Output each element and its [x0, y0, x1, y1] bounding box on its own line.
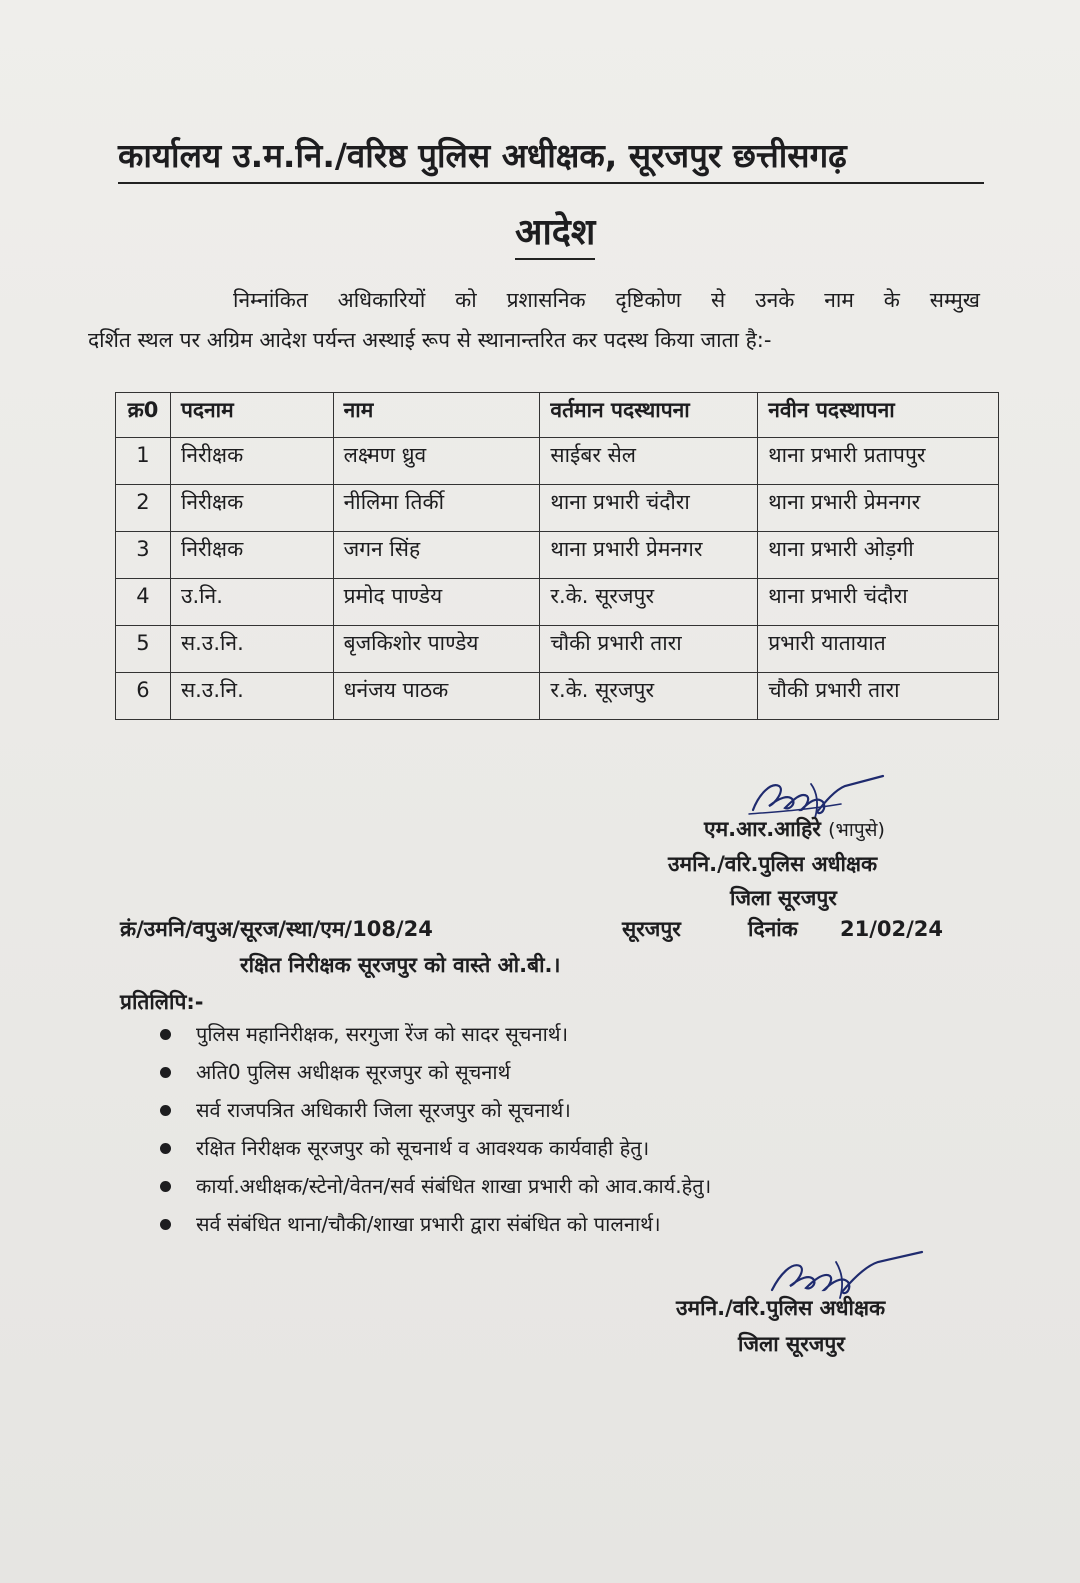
header-name: नाम	[333, 393, 540, 438]
table-row	[116, 673, 999, 720]
bullet-icon	[160, 1219, 171, 1230]
cell-name: धनंजय पाठक	[333, 673, 540, 720]
transfer-table	[115, 392, 999, 720]
order-title: आदेश	[515, 210, 595, 260]
signature-1-block	[668, 812, 968, 915]
cell-serial: 4	[116, 579, 171, 626]
signature-2-block	[676, 1290, 976, 1362]
signatory-name-line	[668, 812, 968, 847]
cell-name: लक्ष्मण ध्रुव	[333, 438, 540, 485]
header-designation: पदनाम	[170, 393, 333, 438]
cell-new-posting: चौकी प्रभारी तारा	[758, 673, 999, 720]
cell-current-posting: थाना प्रभारी प्रेमनगर	[540, 532, 758, 579]
signatory-name: एम.आर.आहिरे	[704, 817, 821, 841]
table-row	[116, 485, 999, 532]
header-current-posting: वर्तमान पदस्थापना	[540, 393, 758, 438]
cell-current-posting: चौकी प्रभारी तारा	[540, 626, 758, 673]
table-row	[116, 626, 999, 673]
header-new-posting: नवीन पदस्थापना	[758, 393, 999, 438]
reference-line	[120, 912, 980, 946]
office-heading: कार्यालय उ.म.नि./वरिष्ठ पुलिस अधीक्षक, सूरजपुर छत्तीसगढ़	[118, 134, 984, 184]
cell-new-posting: थाना प्रभारी प्रेमनगर	[758, 485, 999, 532]
table-row	[116, 438, 999, 485]
list-item	[160, 1091, 960, 1129]
cell-new-posting: थाना प्रभारी ओड़गी	[758, 532, 999, 579]
signatory-district: जिला सूरजपुर	[730, 886, 837, 910]
header-serial: क्र0	[116, 393, 171, 438]
cell-name: प्रमोद पाण्डेय	[333, 579, 540, 626]
cell-current-posting: साईबर सेल	[540, 438, 758, 485]
copy-recipient: सर्व संबंधित थाना/चौकी/शाखा प्रभारी द्वारा संबंधित को पालनार्थ।	[196, 1212, 661, 1236]
cell-serial: 5	[116, 626, 171, 673]
cell-designation: स.उ.नि.	[170, 673, 333, 720]
signatory-service: (भापुसे)	[828, 819, 885, 841]
bullet-icon	[160, 1067, 171, 1078]
cell-serial: 6	[116, 673, 171, 720]
cell-serial: 2	[116, 485, 171, 532]
cell-new-posting: प्रभारी यातायात	[758, 626, 999, 673]
cell-name: नीलिमा तिर्की	[333, 485, 540, 532]
cell-new-posting: थाना प्रभारी चंदौरा	[758, 579, 999, 626]
cell-designation: उ.नि.	[170, 579, 333, 626]
copy-label: प्रतिलिपि:-	[120, 990, 204, 1014]
signatory-district: जिला सूरजपुर	[738, 1332, 845, 1356]
ob-line: रक्षित निरीक्षक सूरजपुर को वास्ते ओ.बी.।	[240, 953, 561, 977]
cell-new-posting: थाना प्रभारी प्रतापपुर	[758, 438, 999, 485]
cell-serial: 3	[116, 532, 171, 579]
list-item	[160, 1129, 960, 1167]
cell-current-posting: थाना प्रभारी चंदौरा	[540, 485, 758, 532]
copy-recipient: रक्षित निरीक्षक सूरजपुर को सूचनार्थ व आवश्यक कार्यवाही हेतु।	[196, 1136, 650, 1160]
list-item	[160, 1015, 960, 1053]
cell-serial: 1	[116, 438, 171, 485]
cell-name: जगन सिंह	[333, 532, 540, 579]
table-row	[116, 532, 999, 579]
table-header-row	[116, 393, 999, 438]
cell-name: बृजकिशोर पाण्डेय	[333, 626, 540, 673]
bullet-icon	[160, 1181, 171, 1192]
cell-current-posting: र.के. सूरजपुर	[540, 579, 758, 626]
cell-designation: स.उ.नि.	[170, 626, 333, 673]
bullet-icon	[160, 1105, 171, 1116]
intro-line-2: दर्शित स्थल पर अग्रिम आदेश पर्यन्त अस्थाई रूप से स्थानान्तरित कर पदस्थ किया जाता है:-	[88, 328, 772, 352]
list-item	[160, 1053, 960, 1091]
cell-designation: निरीक्षक	[170, 485, 333, 532]
copy-recipient: अति0 पुलिस अधीक्षक सूरजपुर को सूचनार्थ	[196, 1060, 511, 1084]
list-item	[160, 1167, 960, 1205]
signatory-designation: उमनि./वरि.पुलिस अधीक्षक	[676, 1296, 886, 1320]
reference-number: क्रं/उमनि/वपुअ/सूरज/स्था/एम/108/24	[120, 917, 433, 941]
date-label: दिनांक	[748, 917, 798, 941]
cell-current-posting: र.के. सूरजपुर	[540, 673, 758, 720]
intro-paragraph	[88, 280, 980, 360]
copy-recipient: कार्या.अधीक्षक/स्टेनो/वेतन/सर्व संबंधित शाखा प्रभारी को आव.कार्य.हेतु।	[196, 1174, 712, 1198]
cell-designation: निरीक्षक	[170, 438, 333, 485]
copy-list	[160, 1015, 960, 1243]
copy-recipient: पुलिस महानिरीक्षक, सरगुजा रेंज को सादर सूचनार्थ।	[196, 1022, 569, 1046]
copy-recipient: सर्व राजपत्रित अधिकारी जिला सूरजपुर को सूचनार्थ।	[196, 1098, 571, 1122]
reference-place: सूरजपुर	[622, 917, 681, 941]
cell-designation: निरीक्षक	[170, 532, 333, 579]
bullet-icon	[160, 1143, 171, 1154]
bullet-icon	[160, 1029, 171, 1040]
table-row	[116, 579, 999, 626]
list-item	[160, 1205, 960, 1243]
intro-line-1: निम्नांकित अधिकारियों को प्रशासनिक दृष्टिकोण से उनके नाम के सम्मुख	[233, 288, 980, 312]
signatory-designation: उमनि./वरि.पुलिस अधीक्षक	[668, 852, 878, 876]
order-date: 21/02/24	[840, 917, 944, 941]
